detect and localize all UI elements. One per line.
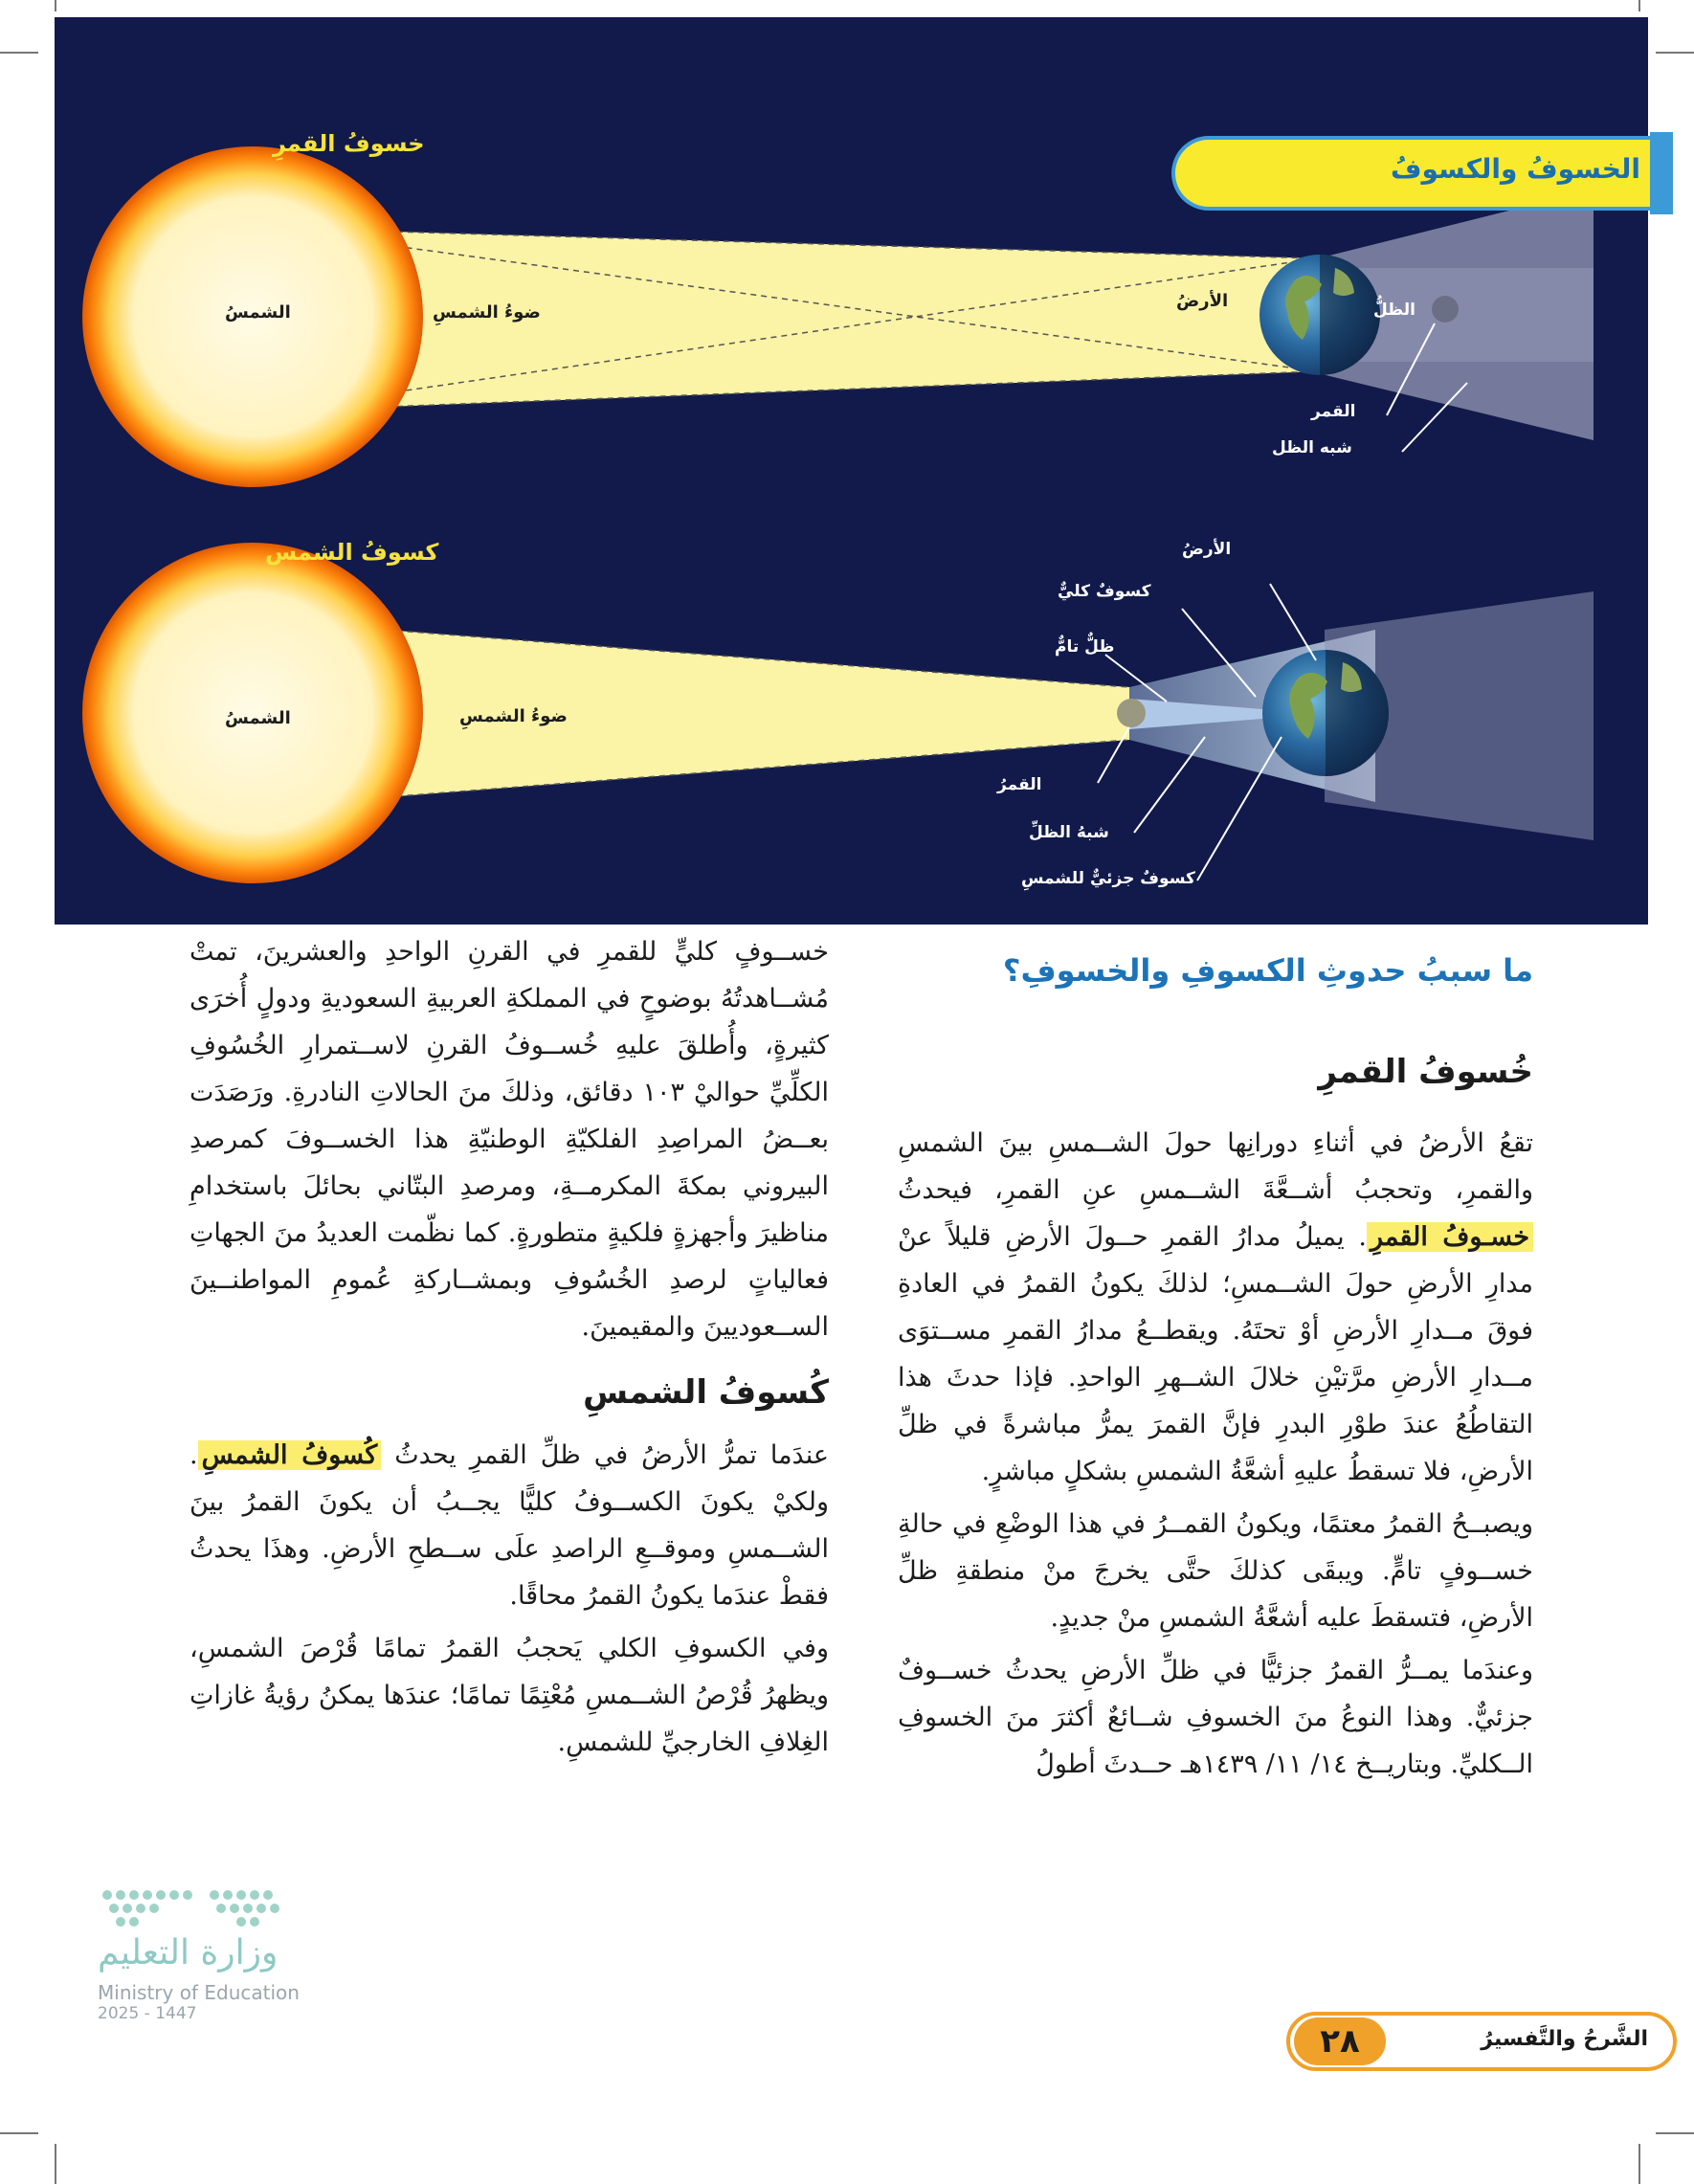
- earth-label: الأرضُ: [1182, 540, 1232, 559]
- crop-mark: [55, 2144, 56, 2184]
- lunar-eclipse-title: خسوفُ القمرِ: [273, 130, 425, 157]
- crop-mark: [1638, 0, 1640, 11]
- paragraph-text: . يميلُ مدارُ القمرِ حــولَ الأرضِ قليلاً عنْ مدارِ الأرضِ حولَ الشــمسِ؛ لذلكَ يكونُ القمرُ في العادةِ فوقَ مــدارِ الأرضِ أوْ تحتَهُ. ويقطــعُ مدارُ القمرِ مســتوَى مــدارِ الأرضِ مرَّتيْنِ خلالَ الشــهرِ الواحدِ. فإذا حدثَ هذا التقاطُعُ عندَ طوْرِ البدرِ فإنَّ القمرَ يمرُّ مباشرةً في ظلِّ الأرضِ، فلا تسقطُ عليهِ أشعَّةُ الشمسِ بشكلٍ مباشرٍ.: [898, 1222, 1533, 1486]
- sunlight-label: ضوءُ الشمسِ: [459, 706, 568, 726]
- lunar-eclipse-heading: خُسوفُ القمرِ: [1318, 1053, 1533, 1091]
- earth-label: الأرضُ: [1176, 291, 1229, 311]
- banner-title: الخسوفُ والكسوفُ: [1391, 153, 1640, 185]
- page-footer: [1286, 2008, 1677, 2077]
- paragraph: خســوفٍ كليٍّ للقمرِ في القرنِ الواحدِ والعشرينَ، تمتْ مُشــاهدتُهُ بوضوحٍ في المملكةِ العربيةِ السعوديةِ ودولٍ أُخرَى كثيرةٍ، وأُطلقَ عليهِ خُســوفُ القرنِ لاســتمرارِ الخُسُوفِ الكلِّيِّ حواليْ ١٠٣ دقائق، وذلكَ منَ الحالاتِ النادرةِ. ورَصَدَت بعــضُ المراصِدِ الفلكيّةِ الوطنيّةِ هذا الخســوفَ كمرصدِ البيروني بمكةَ المكرمــةِ، ومرصدِ البتّاني بحائلَ باستخدامِ مناظيرَ وأجهزةٍ فلكيةٍ متطورةٍ. كما نظّمت العديدُ منَ الجهاتِ فعالياتٍ لرصدِ الخُسُوفِ وبمشــاركةِ عُمومِ المواطنــينَ الســعوديينَ والمقيمينَ.: [189, 937, 829, 1342]
- moon-label: القمر: [1311, 402, 1356, 421]
- logo-dots-icon: [88, 1876, 308, 1933]
- leader-line: [1270, 584, 1316, 660]
- paragraph-text: تقعُ الأرضُ في أثناءِ دورانِها حولَ الشــمسِ بينَ الشمسِ والقمرِ، وتحجبُ أشــعَّةَ الشــمسِ عنِ القمرِ، فيحدثُ: [898, 1128, 1533, 1205]
- leader-line: [1134, 737, 1205, 833]
- moon: [1117, 699, 1146, 727]
- sun-label: الشمسُ: [225, 708, 291, 728]
- total-eclipse-label: كسوفٌ كليٌّ: [1058, 582, 1151, 601]
- paragraph: ويصبــحُ القمرُ معتمًا، ويكونُ القمــرُ في هذا الوضْعِ في حالةِ خســوفٍ تامٍّ. ويبقَى كذلكَ حتَّى يخرجَ منْ منطقةِ ظلِّ الأرضِ، فتسقطَ عليه أشعَّةُ الشمسِ منْ جديدٍ.: [898, 1509, 1533, 1633]
- crop-mark: [0, 2132, 38, 2134]
- solar-eclipse-heading: كُسوفُ الشمسِ: [583, 1373, 829, 1412]
- crop-mark: [1656, 2132, 1694, 2134]
- paragraph-text: عندَما تمرُّ الأرضُ في ظلِّ القمرِ يحدثُ: [394, 1440, 829, 1470]
- paragraph-text: . ولكيْ يكونَ الكســوفُ كليًّا يجــبُ أن يكونَ القمرُ بينَ الشــمسِ وموقــعِ الراصدِ علَى ســطحِ الأرضِ. وهذَا يحدثُ فقطْ عندَما يكونُ القمرُ محاقًا.: [189, 1440, 829, 1611]
- highlighted-term: خسـوفُ القمرِ: [1367, 1222, 1533, 1252]
- topic-banner: [1171, 126, 1673, 218]
- crop-mark: [1656, 52, 1694, 54]
- crop-mark: [55, 0, 56, 11]
- section-title: الشَّرحُ والتَّفسيرُ: [1481, 2027, 1648, 2051]
- logo-english: Ministry of Education: [98, 1981, 300, 2004]
- sun-label: الشمسُ: [225, 302, 291, 323]
- logo-arabic: وزارة التعليم: [98, 1933, 279, 1972]
- crop-mark: [0, 52, 38, 54]
- banner-tab: [1650, 132, 1673, 214]
- right-column: [898, 1120, 1533, 1794]
- paragraph: [898, 1120, 1533, 1495]
- left-column: [189, 928, 829, 1772]
- paragraph: وفي الكسوفِ الكلي يَحجبُ القمرُ تمامًا قُرْصَ الشمسِ، ويظهرُ قُرْصُ الشــمسِ مُعْتِمًا تمامًا؛ عندَها يمكنُ رؤيةُ غازاتِ الغِلافِ الخارجيِّ للشمسِ.: [189, 1634, 829, 1757]
- partial-eclipse-label: كسوفٌ جزئيٌّ للشمسِ: [1021, 869, 1195, 888]
- umbra-label: ظلٌّ تامٌّ: [1055, 637, 1115, 657]
- sunlight-label: ضوءُ الشمسِ: [433, 302, 541, 323]
- solar-eclipse-diagram: [82, 543, 1594, 883]
- paragraph: وعندَما يمــرُّ القمرُ جزئيًّا في ظلِّ الأرضِ يحدثُ خســوفٌ جزئيٌّ. وهذا النوعُ منَ الخسوفِ شــائعٌ أكثرَ منَ الخسوفِ الــكليِّ. وبتاريــخ ١٤/ ١١/ ١٤٣٩هـ حــدثَ أطولُ: [898, 1656, 1533, 1779]
- moon-label: القمرُ: [997, 775, 1042, 794]
- moon: [1432, 296, 1459, 323]
- penumbra-label: شبه الظل: [1272, 438, 1352, 457]
- logo-year: 2025 - 1447: [98, 2004, 197, 2023]
- question-heading: ما سببُ حدوثِ الكسوفِ والخسوفِ؟: [1002, 952, 1533, 989]
- ministry-logo: [88, 1876, 318, 2029]
- page-number: ٢٨: [1294, 2017, 1386, 2065]
- shadow-label: الظلُّ: [1373, 301, 1415, 320]
- highlighted-term: كُسوفُ الشمسِ: [198, 1440, 382, 1470]
- solar-eclipse-title: كسوفُ الشمس: [265, 539, 439, 566]
- crop-mark: [1638, 2144, 1640, 2184]
- penumbra-label: شبهُ الظلِّ: [1029, 823, 1109, 842]
- paragraph: [189, 1432, 829, 1619]
